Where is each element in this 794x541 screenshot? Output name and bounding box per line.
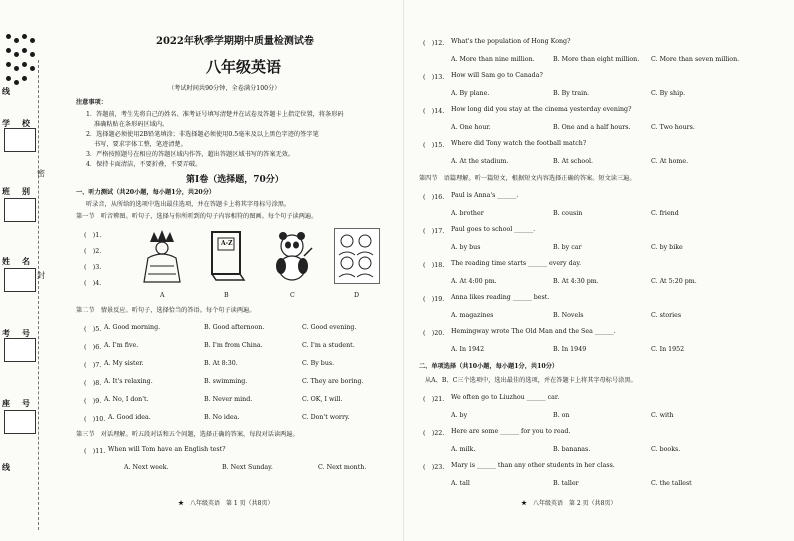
pic-letter: D <box>354 292 360 299</box>
page-footer: ★ 八年级英语 第 2 页（共8页） <box>521 500 617 507</box>
question-number: ( )15. <box>423 142 445 149</box>
option-c[interactable]: C. By ship. <box>651 90 686 97</box>
option-b[interactable]: B. Never mind. <box>204 396 253 403</box>
binding-label: 号 <box>22 329 30 338</box>
option-b[interactable]: B. At 8:30. <box>204 360 238 367</box>
question-text: The reading time starts ______ every day. <box>451 260 582 267</box>
option-c[interactable]: C. books. <box>651 446 681 453</box>
option-b[interactable]: B. swimming. <box>204 378 248 385</box>
question-number: ( )20. <box>423 330 445 337</box>
option-a[interactable]: A. Good idea. <box>108 414 151 421</box>
option-c[interactable]: C. At home. <box>651 158 689 165</box>
option-a[interactable]: A. brother <box>451 210 484 217</box>
option-c[interactable]: C. with <box>651 412 674 419</box>
option-b[interactable]: B. I'm from China. <box>204 342 263 349</box>
single-choice-heading: 二、单项选择（共10小题，每小题1分，共10分） <box>419 363 559 370</box>
binding-label: 别 <box>22 187 30 196</box>
question-text: Mary is ______ than any other students in her class. <box>451 462 615 469</box>
binding-label: 班 <box>2 187 10 196</box>
section-2-heading: 第二节 情景反应。听句子，选择恰当的答语。每个句子读两遍。 <box>76 307 256 314</box>
option-a[interactable]: A. milk. <box>451 446 476 453</box>
option-b[interactable]: B. bananas. <box>553 446 591 453</box>
question-number: ( )16. <box>423 194 445 201</box>
option-a[interactable]: A. tall <box>451 480 470 487</box>
binding-strip <box>0 0 48 541</box>
page-divider <box>403 0 404 541</box>
option-a[interactable]: A. In 1942 <box>451 346 485 353</box>
option-c[interactable]: C. They are boring. <box>302 378 364 385</box>
option-b[interactable]: B. Next Sunday. <box>222 464 273 471</box>
question-number: ( )8. <box>84 380 102 387</box>
option-b[interactable]: B. cousin <box>553 210 583 217</box>
option-c[interactable]: C. At 5:20 pm. <box>651 278 697 285</box>
note-line: 2．选择题必须使用2B铅笔填涂；非选择题必须使用0.5毫米及以上黑色字迹的签字笔 <box>86 131 319 138</box>
binding-label: 校 <box>22 119 30 128</box>
option-c[interactable]: C. Don't worry. <box>302 414 350 421</box>
option-a[interactable]: A. My sister. <box>104 360 144 367</box>
question-number: ( )14. <box>423 108 445 115</box>
option-c[interactable]: C. Next month. <box>318 464 367 471</box>
option-a[interactable]: A. One hour. <box>451 124 491 131</box>
book-picture <box>204 228 248 282</box>
option-c[interactable]: C. Good evening. <box>302 324 357 331</box>
question-text: When will Tom have an English test? <box>108 446 226 453</box>
option-b[interactable]: B. At school. <box>553 158 594 165</box>
section-1-heading: 第一节 听音辨图。听句子，选择与你所听到的句子内容相符的图画。每个句子读两遍。 <box>76 213 318 220</box>
option-b[interactable]: B. By train. <box>553 90 590 97</box>
school-field[interactable] <box>4 128 36 152</box>
question-number: ( )17. <box>423 228 445 235</box>
option-b[interactable]: B. Good afternoon. <box>204 324 265 331</box>
pic-letter: C <box>290 292 295 299</box>
option-b[interactable]: B. One and a half hours. <box>553 124 631 131</box>
exam-number-field[interactable] <box>4 338 36 362</box>
option-a[interactable]: A. by <box>451 412 468 419</box>
name-field[interactable] <box>4 268 36 292</box>
option-b[interactable]: B. At 4:30 pm. <box>553 278 599 285</box>
option-c[interactable]: C. In 1952 <box>651 346 685 353</box>
option-a[interactable]: A. At the stadium. <box>451 158 509 165</box>
note-line: 书写，要求字体工整，笔迹清楚。 <box>94 141 187 148</box>
option-a[interactable]: A. More than nine million. <box>451 56 535 63</box>
option-a[interactable]: A. Next week. <box>124 464 169 471</box>
binding-label: 学 <box>2 119 10 128</box>
option-a[interactable]: A. I'm five. <box>104 342 139 349</box>
question-number: ( )10. <box>84 416 106 423</box>
binding-label: 名 <box>22 257 30 266</box>
option-a[interactable]: A. by bus <box>451 244 481 251</box>
notes-heading: 注意事项： <box>76 99 107 106</box>
section-4-heading: 第四节 语篇理解。听一篇短文，根据短文内容选择正确的答案。短文读三遍。 <box>419 175 636 182</box>
option-b[interactable]: B. on <box>553 412 570 419</box>
binding-label: 密 <box>37 169 45 178</box>
note-line: 1．答题前，考生先将自己的姓名、准考证号填写清楚并在试卷及答题卡上指定位置，将条形码 <box>86 111 344 118</box>
question-text: Paul goes to school ______. <box>451 226 536 233</box>
option-b[interactable]: B. by car <box>553 244 582 251</box>
option-c[interactable]: C. More than seven million. <box>651 56 740 63</box>
note-line: 4．保持卡面清洁，不要折叠，不要弄破。 <box>86 161 202 168</box>
section-3-heading: 第三节 对话理解。听五段对话和五个问题，选择正确的答案，每段对话读两遍。 <box>76 431 299 438</box>
group-picture <box>334 228 380 284</box>
queen-picture <box>140 228 184 282</box>
question-number: ( )11. <box>84 448 106 455</box>
seat-number-field[interactable] <box>4 410 36 434</box>
option-b[interactable]: B. No idea. <box>204 414 240 421</box>
option-c[interactable]: C. Two hours. <box>651 124 695 131</box>
subject-title: 八年级英语 <box>206 58 282 76</box>
question-text: Where did Tony watch the football match? <box>451 140 587 147</box>
binding-label: 姓 <box>2 257 10 266</box>
book-cover-text: A-Z <box>221 240 233 247</box>
binding-label: 线 <box>2 463 10 472</box>
question-text: Anna likes reading ______ best. <box>451 294 550 301</box>
question-number: ( )9. <box>84 398 102 405</box>
question-number: ( )19. <box>423 296 445 303</box>
option-a[interactable]: A. At 4:00 pm. <box>451 278 497 285</box>
binding-label: 号 <box>22 399 30 408</box>
question-text: How long did you stay at the cinema yesterday evening? <box>451 106 632 113</box>
q1-label: ( )1. <box>84 232 102 239</box>
question-number: ( )13. <box>423 74 445 81</box>
note-line: 3．严格按照题号在相应的答题区域内作答，超出答题区域书写的答案无效。 <box>86 151 295 158</box>
binding-cut-line <box>38 60 39 530</box>
option-b[interactable]: B. More than eight million. <box>553 56 640 63</box>
option-b[interactable]: B. In 1949 <box>553 346 587 353</box>
listening-heading: 一、听力测试（共20小题，每小题1分，共20分） <box>76 189 216 196</box>
option-c[interactable]: C. I'm a student. <box>302 342 355 349</box>
option-c[interactable]: C. stories <box>651 312 682 319</box>
option-c[interactable]: C. By bus. <box>302 360 335 367</box>
question-text: Here are some ______ for you to read. <box>451 428 571 435</box>
option-a[interactable]: A. It's relaxing. <box>104 378 153 385</box>
question-number: ( )23. <box>423 464 445 471</box>
question-text: We often go to Liuzhou ______ car. <box>451 394 560 401</box>
question-number: ( )7. <box>84 362 102 369</box>
binding-label: 座 <box>2 399 10 408</box>
question-number: ( )5. <box>84 326 102 333</box>
question-number: ( )18. <box>423 262 445 269</box>
question-number: ( )6. <box>84 344 102 351</box>
q2-label: ( )2. <box>84 248 102 255</box>
option-a[interactable]: A. Good morning. <box>104 324 161 331</box>
option-c[interactable]: C. by bike <box>651 244 683 251</box>
option-a[interactable]: A. magazines <box>451 312 494 319</box>
question-text: What's the population of Hong Kong? <box>451 38 571 45</box>
page-footer: ★ 八年级英语 第 1 页（共8页） <box>178 500 274 507</box>
binding-label: 考 <box>2 329 10 338</box>
note-line: 准确粘贴在条形码区域内。 <box>94 121 169 128</box>
pic-letter: B <box>224 292 229 299</box>
option-a[interactable]: A. No, I don't. <box>104 396 149 403</box>
question-number: ( )22. <box>423 430 445 437</box>
pic-letter: A <box>160 292 165 299</box>
binding-label: 线 <box>2 87 10 96</box>
option-c[interactable]: C. the tallest <box>651 480 692 487</box>
single-choice-intro: 从A、B、C三个选项中，选出最佳的选项，并在答题卡上将其字母标号涂黑。 <box>425 377 637 384</box>
option-c[interactable]: C. OK, I will. <box>302 396 343 403</box>
q4-label: ( )4. <box>84 280 102 287</box>
question-text: Hemingway wrote The Old Man and the Sea ______. <box>451 328 616 335</box>
question-number: ( )12. <box>423 40 445 47</box>
option-c[interactable]: C. friend <box>651 210 679 217</box>
question-text: How will Sam go to Canada? <box>451 72 543 79</box>
option-b[interactable]: B. Novels <box>553 312 584 319</box>
option-a[interactable]: A. By plane. <box>451 90 490 97</box>
exam-title: 2022年秋季学期期中质量检测试卷 <box>156 36 314 47</box>
panda-picture <box>270 228 314 282</box>
part-title: 第Ⅰ卷（选择题，70分） <box>186 175 284 185</box>
class-field[interactable] <box>4 198 36 222</box>
exam-info: （考试时间共90分钟，全卷满分100分） <box>168 85 281 92</box>
option-b[interactable]: B. taller <box>553 480 579 487</box>
q3-label: ( )3. <box>84 264 102 271</box>
binding-label: 封 <box>37 271 45 280</box>
question-text: Paul is Anna's ______. <box>451 192 519 199</box>
listening-intro: 听录音，从所给的选项中选出最佳选项，并在答题卡上将其字母标号涂黑。 <box>86 201 291 208</box>
question-number: ( )21. <box>423 396 445 403</box>
